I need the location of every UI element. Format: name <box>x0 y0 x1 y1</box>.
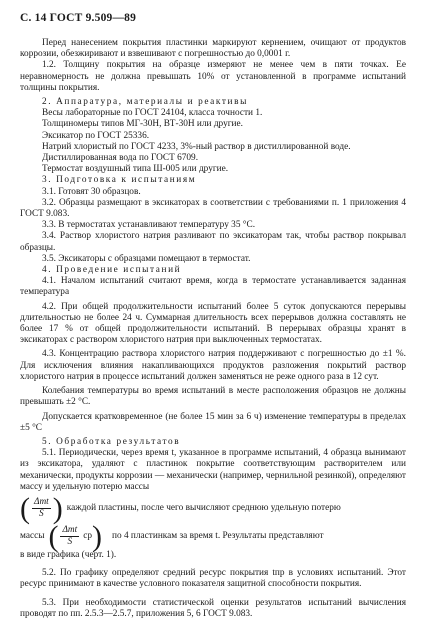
formula-avg-description: по 4 пластинкам за время t. Результаты представляют <box>112 531 324 542</box>
paragraph-4-3: 4.3. Концентрацию раствора хлористого натрия поддерживают с погрешностью до ±1 %. Для исключения влияния накапливающихся продуктов разложения покрытий раствор хлористого натрия в процессе испытаний должен заменяться не реже одного раза в 12 сут. <box>20 349 406 382</box>
page-header: С. 14 ГОСТ 9.509—89 <box>20 12 137 24</box>
section-5-heading: 5. Обработка результатов <box>42 436 181 447</box>
fraction-denominator-avg: S <box>67 537 73 548</box>
paragraph-5-3: 5.3. При необходимости статистической оценки результатов испытаний вычисления проводят по пп. 2.5.3—2.5.7, приложения 5, 6 ГОСТ 9.083. <box>20 597 406 619</box>
section-4-heading: 4. Проведение испытаний <box>42 265 182 276</box>
paragraph-thermostat: Термостат воздушный типа Ш-005 или другие. <box>42 164 229 175</box>
paragraph-3-2: 3.2. Образцы размещают в эксикаторах в соответствии с требованиями п. 1 приложения 4 ГОСТ 9.083. <box>20 197 406 220</box>
fraction-numerator-avg: Δmt <box>60 525 79 537</box>
paragraph-3-4: 3.4. Раствор хлористого натрия разливают по эксикаторам так, чтобы раствор покрывал образцы. <box>20 231 406 253</box>
paragraph-1-2: 1.2. Толщину покрытия на образце измеряют не менее чем в пяти точках. Ее неравномерность не должна превышать 10% от установленной в программе испытаний толщины покрытия. <box>20 60 406 93</box>
formula-paren-group-avg: ( $\frac{\text{Δmt}}{S}$ ср ) <box>48 519 102 553</box>
paragraph-short-term-change: Допускается кратковременное (не более 15 мин за 6 ч) изменение температуры в пределах ±5 °С <box>20 411 406 433</box>
document-body <box>20 38 406 620</box>
paragraph-5-2: 5.2. По графику определяют средний ресурс покрытия tпр в условиях испытаний. Этот ресурс принимают в качестве условного показателя защитной способности покрытия. <box>20 568 406 590</box>
paragraph-temperature-fluctuation: Колебания температуры во время испытаний в месте расположения образцов не должны превышать ±2 °С. <box>20 386 406 408</box>
paragraph-graph-note: в виде графика (черт. 1). <box>20 549 117 560</box>
paragraph-desiccator: Эксикатор по ГОСТ 25336. <box>42 130 150 141</box>
fraction-delta-m-over-s <box>32 497 51 520</box>
paragraph-marking: Перед нанесением покрытия пластинки маркируют кернением, очищают от продуктов коррозии, обезжиривают и взвешивают с погрешностью до 0,0001 г. <box>20 38 406 60</box>
formula-paren-group: ( $\frac{\text{Δmt}}{S}$ ) <box>20 491 63 525</box>
formula-prefix: массы <box>20 531 45 542</box>
paragraph-4-2: 4.2. При общей продолжительности испытаний более 5 суток допускаются перерывы длительностью не более 24 ч. Суммарная длительность всех перерывов должна составлять не более 17 % от общей продолжительности испытаний. В перерывах образцы хранят в эксикаторах с раствором хлористого натрия при выключенных термостатах. <box>20 301 406 346</box>
paragraph-sodium-chloride: Натрий хлористый по ГОСТ 4233, 3%-ный раствор в дистиллированной воде. <box>42 141 351 152</box>
paragraph-3-3: 3.3. В термостатах устанавливают температуру 35 °С. <box>42 220 256 231</box>
fraction-subscript-avg: ср <box>83 531 92 542</box>
fraction-denominator: S <box>39 509 44 520</box>
section-3-heading: 3. Подготовка к испытаниям <box>42 175 197 186</box>
paragraph-distilled-water: Дистиллированная вода по ГОСТ 6709. <box>42 153 199 164</box>
paragraph-4-1: 4.1. Началом испытаний считают время, когда в термостате устанавливается заданная температура <box>20 276 406 298</box>
formula-average-mass-loss <box>20 519 406 553</box>
fraction-avg-delta-m-over-s <box>60 525 79 548</box>
paragraph-3-5: 3.5. Эксикаторы с образцами помещают в термостат. <box>42 253 251 264</box>
paragraph-5-1: 5.1. Периодически, через время t, указанное в программе испытаний, 4 образца вынимают из эксикатора, удаляют с пластинок покрытие соответствующим растворителем или механически, продукты коррозии — механически (например, чернильной резинкой), определяют массу и удельную потерю массы <box>20 448 406 492</box>
paragraph-thickness-gauges: Толщиномеры типов МГ-30Н, ВТ-30Н или другие. <box>42 119 243 130</box>
formula-specific-mass-loss <box>20 491 406 525</box>
fraction-numerator: Δmt <box>32 497 51 509</box>
paragraph-3-1: 3.1. Готовят 30 образцов. <box>42 186 141 197</box>
section-2-heading: 2. Аппаратура, материалы и реактивы <box>42 97 248 108</box>
formula-description: каждой пластины, после чего вычисляют среднюю удельную потерю <box>66 503 341 514</box>
paragraph-scales: Весы лабораторные по ГОСТ 24104, класса точности 1. <box>42 108 263 119</box>
